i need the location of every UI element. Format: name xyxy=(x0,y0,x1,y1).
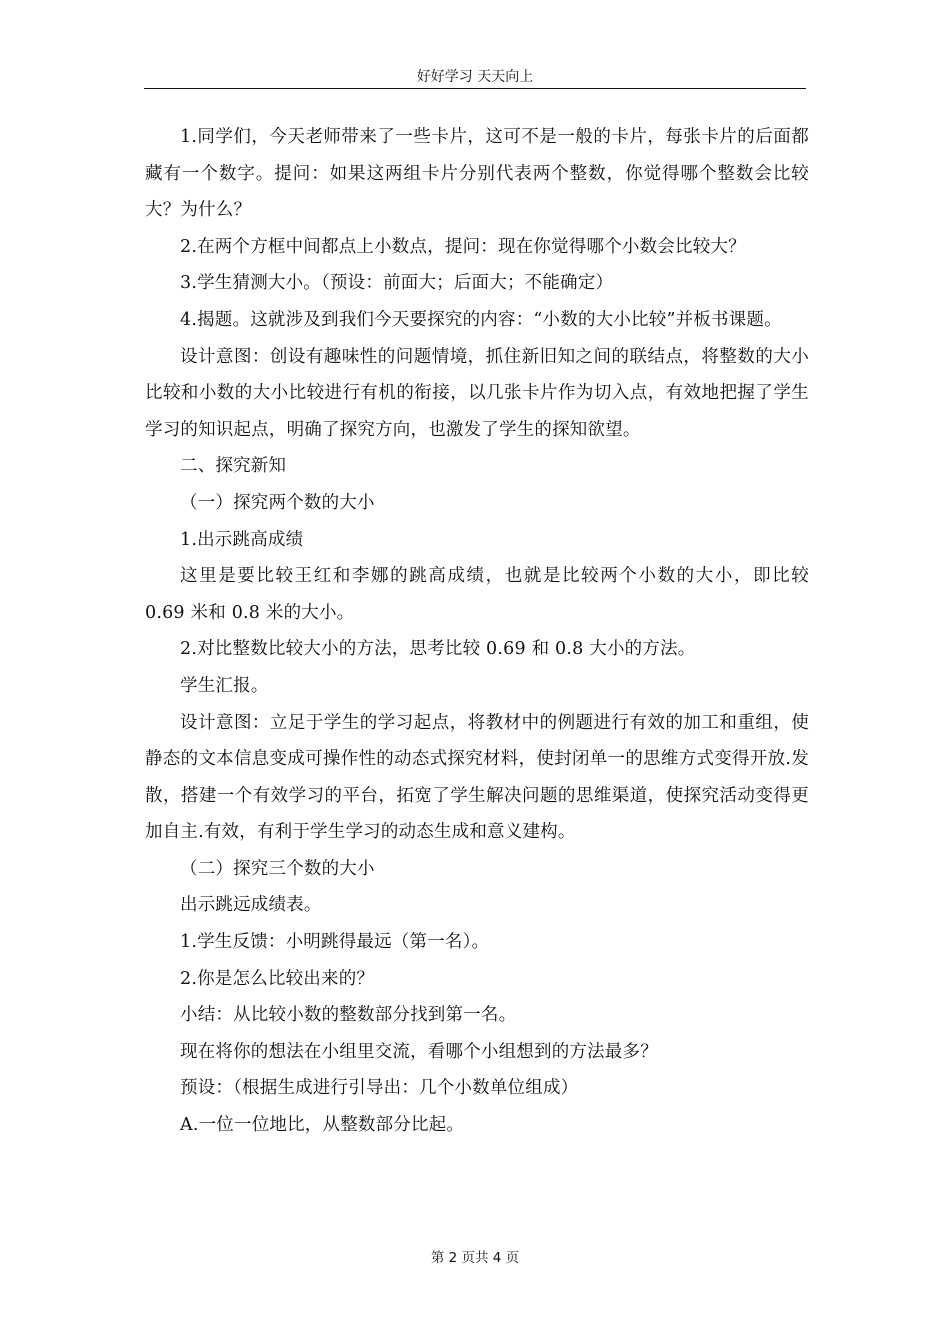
document-body xyxy=(145,119,809,1144)
paragraph: 2.你是怎么比较出来的？ xyxy=(180,968,375,989)
paragraph: 2.在两个方框中间都点上小数点，提问：现在你觉得哪个小数会比较大？ xyxy=(180,236,746,257)
subsection-heading: （一）探究两个数的大小 xyxy=(180,492,375,513)
page-header: 好好学习 天天向上 xyxy=(416,69,534,85)
header-divider xyxy=(144,88,806,89)
paragraph: 设计意图：创设有趣味性的问题情境，抓住新旧知之间的联结点，将整数的大小比较和小数的大小比较进行有机的衔接，以几张卡片作为切入点，有效地把握了学生学习的知识起点，明确了探究方向，也激发了学生的探知欲望。 xyxy=(145,346,809,440)
section-heading: 二、探究新知 xyxy=(180,456,287,477)
paragraph: 设计意图：立足于学生的学习起点，将教材中的例题进行有效的加工和重组，使静态的文本信息变成可操作性的动态式探究材料，使封闭单一的思维方式变得开放.发散，搭建一个有效学习的平台，拓宽了学生解决问题的思维渠道，使探究活动变得更加自主.有效，有利于学生学习的动态生成和意义建构。 xyxy=(145,712,809,843)
subsection-heading: （二）探究三个数的大小 xyxy=(180,858,375,879)
paragraph: 学生汇报。 xyxy=(180,675,269,696)
paragraph: 出示跳远成绩表。 xyxy=(180,895,322,916)
paragraph: 预设：（根据生成进行引导出：几个小数单位组成） xyxy=(180,1078,579,1099)
paragraph: 3.学生猜测大小。（预设：前面大；后面大；不能确定） xyxy=(180,273,614,294)
paragraph: 1.出示跳高成绩 xyxy=(180,529,304,550)
paragraph: 2.对比整数比较大小的方法，思考比较 0.69 和 0.8 大小的方法。 xyxy=(180,639,696,660)
paragraph: 1.同学们，今天老师带来了一些卡片，这可不是一般的卡片，每张卡片的后面都藏有一个数字。提问：如果这两组卡片分别代表两个整数，你觉得哪个整数会比较大？为什么？ xyxy=(145,127,809,221)
page-footer: 第 2 页共 4 页 xyxy=(430,1250,520,1266)
paragraph: 现在将你的想法在小组里交流，看哪个小组想到的方法最多？ xyxy=(180,1041,658,1062)
paragraph: A.一位一位地比，从整数部分比起。 xyxy=(180,1115,465,1136)
paragraph: 小结：从比较小数的整数部分找到第一名。 xyxy=(180,1005,517,1026)
paragraph: 1.学生反馈：小明跳得最远（第一名）。 xyxy=(180,932,490,953)
paragraph: 这里是要比较王红和李娜的跳高成绩，也就是比较两个小数的大小，即比较 0.69 米和 0.8 米的大小。 xyxy=(145,566,809,623)
paragraph: 4.揭题。这就涉及到我们今天要探究的内容：“小数的大小比较”并板书课题。 xyxy=(180,309,782,330)
